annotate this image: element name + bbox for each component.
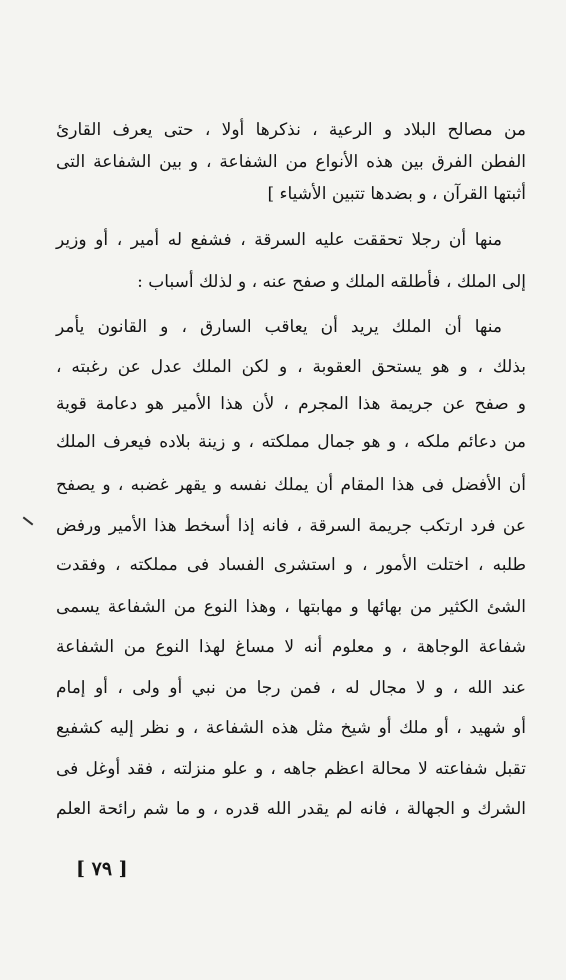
text-line-3: أثبتها القرآن ، و بضدها تتبين الأشياء ] <box>267 184 526 204</box>
text-line-14: شفاعة الوجاهة ، و معلوم أنه لا مساغ لهذا النوع من الشفاعة <box>56 637 526 657</box>
margin-mark <box>23 517 34 526</box>
text-line-13: الشئ الكثير من بهائها و مهابتها ، وهذا النوع من الشفاعة يسمى <box>56 597 526 617</box>
text-line-11: عن فرد ارتكب جريمة السرقة ، فانه إذا أسخط هذا الأمير ورفض <box>56 516 526 536</box>
text-line-10: أن الأفضل فى هذا المقام أن يملك نفسه و يقهر غضبه ، و يصفح <box>56 475 526 495</box>
text-line-4: منها أن رجلا تحققت عليه السرقة ، فشفع له أمير ، أو وزير <box>56 230 502 250</box>
text-line-15: عند الله ، و لا مجال له ، فمن رجا من نبي أو ولى ، أو إمام <box>56 678 526 698</box>
text-line-7: بذلك ، و هو يستحق العقوبة ، و لكن الملك عدل عن رغبته ، <box>56 357 526 377</box>
text-line-12: طلبه ، اختلت الأمور ، و استشرى الفساد فى مملكته ، وفقدت <box>56 555 526 575</box>
text-line-1: من مصالح البلاد و الرعية ، نذكرها أولا ، حتى يعرف القارئ <box>56 120 526 140</box>
text-line-2: الفطن الفرق بين هذه الأنواع من الشفاعة ، و بين الشفاعة التى <box>56 152 526 172</box>
text-line-16: أو شهيد ، أو ملك أو شيخ مثل هذه الشفاعة ، و نظر إليه كشفيع <box>56 718 526 738</box>
text-line-9: من دعائم ملكه ، و هو جمال مملكته ، و زينة بلاده فيعرف الملك <box>56 432 526 452</box>
text-line-5: إلى الملك ، فأطلقه الملك و صفح عنه ، و لذلك أسباب : <box>137 272 526 292</box>
page-number: [ ٧٩ ] <box>76 858 128 880</box>
text-line-6: منها أن الملك يريد أن يعاقب السارق ، و القانون يأمر <box>56 317 502 337</box>
text-line-17: تقبل شفاعته لا محالة اعظم جاهه ، و علو منزلته ، فقد أوغل فى <box>56 759 526 779</box>
text-line-18: الشرك و الجهالة ، فانه لم يقدر الله قدره ، و ما شم رائحة العلم <box>56 799 526 819</box>
text-line-8: و صفح عن جريمة هذا المجرم ، لأن هذا الأمير هو دعامة قوية <box>56 394 526 414</box>
